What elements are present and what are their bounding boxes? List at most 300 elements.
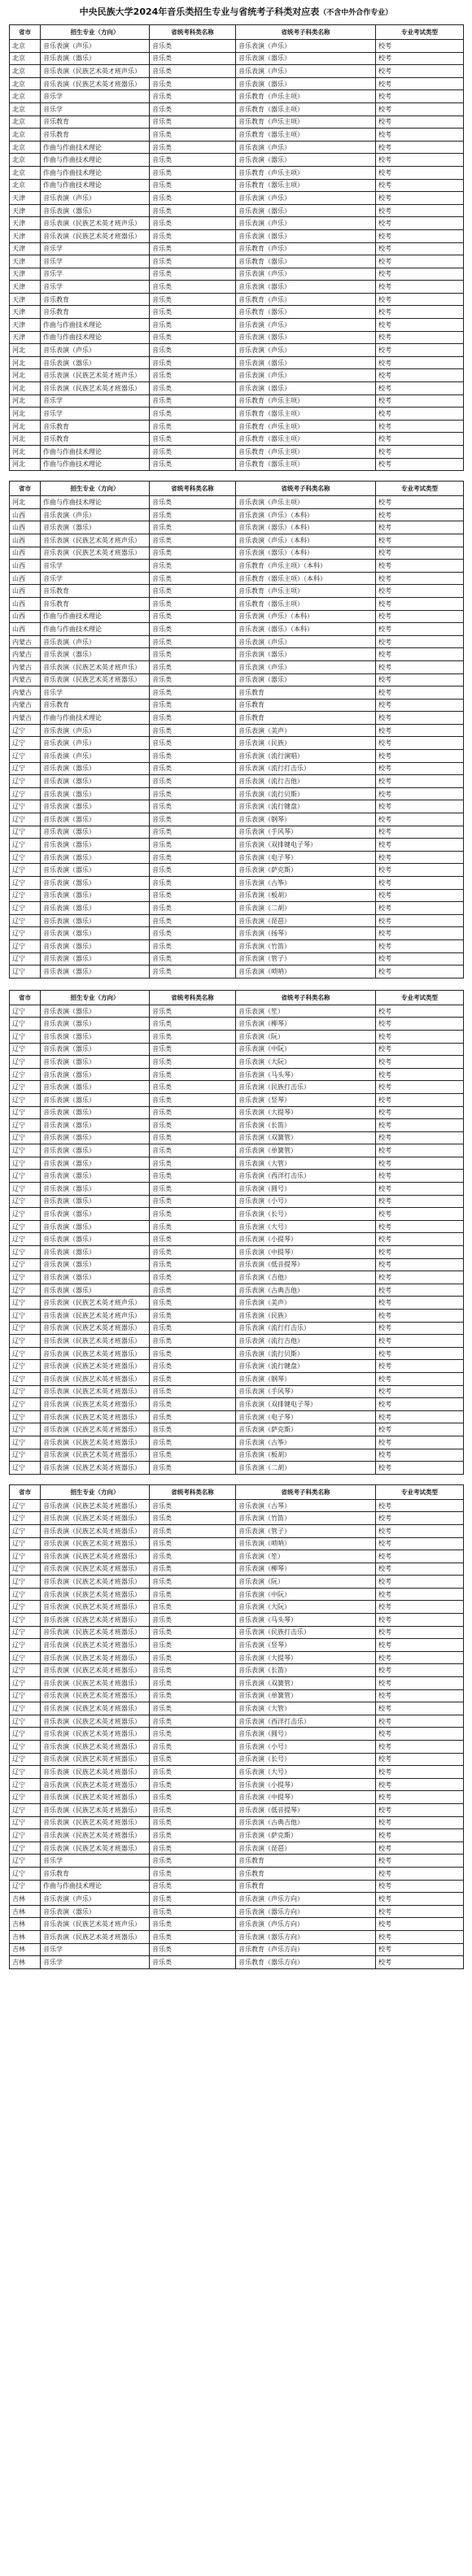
cell-exam-type: 校考 [376, 1664, 464, 1677]
cell-exam-type: 校考 [376, 1106, 464, 1119]
cell-exam-type: 校考 [376, 1335, 464, 1348]
cell-exam-type: 校考 [376, 1005, 464, 1018]
cell-exam-type: 校考 [376, 1702, 464, 1715]
cell-exam-type: 校考 [376, 496, 464, 509]
cell-major: 音乐表演（民族艺术英才班器乐） [41, 1360, 150, 1373]
table-row [10, 496, 464, 509]
cell-major: 音乐表演（声乐） [41, 635, 150, 648]
cell-subcategory: 音乐表演（声乐） [236, 40, 376, 53]
cell-major: 音乐表演（民族艺术英才班器乐） [41, 229, 150, 242]
cell-province: 吉林 [10, 1943, 41, 1956]
cell-major: 作曲与作曲技术理论 [41, 319, 150, 332]
cell-major: 音乐表演（民族艺术英才班器乐） [41, 1550, 150, 1563]
cell-subcategory: 音乐表演（器乐） [236, 154, 376, 167]
cell-province: 天津 [10, 192, 41, 205]
table-row [10, 1614, 464, 1627]
table-row [10, 1233, 464, 1246]
cell-category: 音乐类 [150, 1791, 236, 1804]
table-row [10, 433, 464, 446]
table-row [10, 229, 464, 242]
cell-category: 音乐类 [150, 965, 236, 979]
cell-subcategory: 音乐表演（竖琴） [236, 1639, 376, 1652]
cell-major: 音乐表演（器乐） [41, 927, 150, 940]
cell-exam-type: 校考 [376, 319, 464, 332]
table-row [10, 1753, 464, 1766]
cell-major: 音乐表演（器乐） [41, 1018, 150, 1031]
cell-major: 音乐表演（民族艺术英才班器乐） [41, 1677, 150, 1690]
cell-subcategory: 音乐表演（声乐方向） [236, 1918, 376, 1931]
table-row [10, 1588, 464, 1601]
cell-province: 辽宁 [10, 1284, 41, 1297]
cell-subcategory: 音乐教育（器乐主项）（本科） [236, 572, 376, 585]
cell-major: 作曲与作曲技术理论 [41, 712, 150, 725]
cell-subcategory: 音乐表演（竹笛） [236, 1512, 376, 1525]
cell-subcategory: 音乐表演（阮） [236, 1576, 376, 1589]
cell-province: 山西 [10, 534, 41, 547]
cell-subcategory: 音乐教育（器乐主项） [236, 408, 376, 421]
cell-province: 内蒙古 [10, 686, 41, 700]
cell-major: 音乐表演（民族艺术英才班器乐） [41, 1335, 150, 1348]
cell-province: 北京 [10, 129, 41, 142]
cell-major: 音乐表演（民族艺术英才班器乐） [41, 1816, 150, 1829]
cell-major: 音乐表演（声乐） [41, 724, 150, 737]
cell-subcategory: 音乐教育（器乐主项） [236, 597, 376, 610]
cell-province: 辽宁 [10, 800, 41, 813]
cell-category: 音乐类 [150, 1183, 236, 1196]
cell-province: 辽宁 [10, 939, 41, 952]
cell-category: 音乐类 [150, 356, 236, 369]
cell-province: 辽宁 [10, 1563, 41, 1576]
cell-major: 音乐表演（民族艺术英才班器乐） [41, 1651, 150, 1664]
cell-category: 音乐类 [150, 1271, 236, 1284]
cell-major: 音乐表演（民族艺术英才班器乐） [41, 1715, 150, 1728]
cell-subcategory: 音乐表演（小提琴） [236, 1233, 376, 1246]
cell-major: 音乐表演（器乐） [41, 1246, 150, 1259]
cell-category: 音乐类 [150, 1753, 236, 1766]
table-row [10, 635, 464, 648]
cell-category: 音乐类 [150, 1803, 236, 1816]
cell-province: 山西 [10, 585, 41, 598]
table-row [10, 1791, 464, 1804]
cell-subcategory: 音乐表演（民族打击乐） [236, 1626, 376, 1639]
cell-province: 吉林 [10, 1930, 41, 1943]
cell-exam-type: 校考 [376, 699, 464, 712]
cell-exam-type: 校考 [376, 1410, 464, 1423]
cell-category: 音乐类 [150, 1550, 236, 1563]
cell-major: 音乐表演（民族艺术英才班器乐） [41, 1462, 150, 1475]
cell-province: 辽宁 [10, 1106, 41, 1119]
table-row [10, 1246, 464, 1259]
cell-major: 音乐表演（民族艺术英才班器乐） [41, 1398, 150, 1411]
cell-category: 音乐类 [150, 1208, 236, 1221]
table-row [10, 1893, 464, 1906]
cell-category: 音乐类 [150, 660, 236, 673]
cell-major: 音乐表演（民族艺术英才班器乐） [41, 1639, 150, 1652]
cell-major: 音乐表演（民族艺术英才班器乐） [41, 1791, 150, 1804]
cell-major: 音乐表演（器乐） [41, 1195, 150, 1208]
cell-major: 音乐表演（器乐） [41, 813, 150, 826]
cell-category: 音乐类 [150, 1081, 236, 1094]
cell-category: 音乐类 [150, 1423, 236, 1436]
cell-exam-type: 校考 [376, 1563, 464, 1576]
cell-major: 音乐表演（器乐） [41, 889, 150, 902]
cell-province: 辽宁 [10, 1880, 41, 1893]
cell-province: 辽宁 [10, 1119, 41, 1132]
cell-category: 音乐类 [150, 1005, 236, 1018]
cell-category: 音乐类 [150, 1284, 236, 1297]
cell-major: 音乐表演（民族艺术英才班器乐） [41, 1664, 150, 1677]
table-row [10, 889, 464, 902]
cell-exam-type: 校考 [376, 965, 464, 979]
cell-major: 音乐表演（民族艺术英才班器乐） [41, 1410, 150, 1423]
cell-category: 音乐类 [150, 1588, 236, 1601]
cell-category: 音乐类 [150, 1766, 236, 1779]
table-page [9, 1484, 463, 1969]
cell-subcategory: 音乐教育（器乐） [236, 306, 376, 319]
table-row [10, 1081, 464, 1094]
cell-province: 河北 [10, 408, 41, 421]
cell-province: 辽宁 [10, 889, 41, 902]
cell-province: 辽宁 [10, 1702, 41, 1715]
cell-subcategory: 音乐表演（长笛） [236, 1119, 376, 1132]
cell-subcategory: 音乐表演（古琴） [236, 1499, 376, 1512]
table-row [10, 1056, 464, 1069]
cell-major: 音乐教育 [41, 433, 150, 446]
cell-category: 音乐类 [150, 585, 236, 598]
header-row [10, 482, 464, 496]
cell-major: 音乐表演（器乐） [41, 965, 150, 979]
table-row [10, 1436, 464, 1449]
cell-province: 辽宁 [10, 1689, 41, 1702]
cell-major: 音乐学 [41, 102, 150, 116]
cell-province: 辽宁 [10, 775, 41, 788]
cell-subcategory: 音乐表演（声乐） [236, 635, 376, 648]
cell-province: 辽宁 [10, 750, 41, 763]
cell-exam-type: 校考 [376, 889, 464, 902]
table-row [10, 572, 464, 585]
cell-exam-type: 校考 [376, 902, 464, 915]
cell-major: 音乐表演（民族艺术英才班声乐） [41, 660, 150, 673]
cell-subcategory: 音乐表演（中提琴） [236, 1246, 376, 1259]
cell-exam-type: 校考 [376, 1728, 464, 1741]
cell-subcategory: 音乐表演（器乐） [236, 331, 376, 344]
cell-subcategory: 音乐表演（流行贝斯） [236, 1347, 376, 1360]
cell-province: 辽宁 [10, 1816, 41, 1829]
cell-category: 音乐类 [150, 1043, 236, 1056]
cell-category: 音乐类 [150, 369, 236, 382]
cell-province: 辽宁 [10, 1246, 41, 1259]
header-row [10, 25, 464, 40]
cell-major: 音乐表演（声乐） [41, 737, 150, 750]
cell-subcategory: 音乐表演（声乐） [236, 192, 376, 205]
cell-exam-type: 校考 [376, 1816, 464, 1829]
cell-subcategory: 音乐表演（二胡） [236, 902, 376, 915]
cell-category: 音乐类 [150, 1119, 236, 1132]
table-row [10, 1106, 464, 1119]
cell-category: 音乐类 [150, 394, 236, 408]
cell-major: 音乐表演（器乐） [41, 952, 150, 965]
cell-category: 音乐类 [150, 229, 236, 242]
cell-exam-type: 校考 [376, 281, 464, 294]
cell-subcategory: 音乐表演（二胡） [236, 1462, 376, 1475]
cell-category: 音乐类 [150, 597, 236, 610]
cell-province: 山西 [10, 623, 41, 636]
table-row [10, 1550, 464, 1563]
cell-exam-type: 校考 [376, 572, 464, 585]
cell-exam-type: 校考 [376, 394, 464, 408]
cell-province: 河北 [10, 433, 41, 446]
table-row [10, 1930, 464, 1943]
cell-province: 辽宁 [10, 1258, 41, 1271]
cell-category: 音乐类 [150, 1918, 236, 1931]
cell-major: 音乐表演（民族艺术英才班器乐） [41, 1499, 150, 1512]
cell-province: 北京 [10, 166, 41, 179]
cell-category: 音乐类 [150, 102, 236, 116]
cell-province: 辽宁 [10, 914, 41, 927]
cell-major: 音乐表演（器乐） [41, 521, 150, 534]
table-row [10, 826, 464, 839]
table-row [10, 1157, 464, 1170]
table-row [10, 610, 464, 623]
cell-subcategory: 音乐表演（声乐） [236, 268, 376, 281]
cell-exam-type: 校考 [376, 1310, 464, 1323]
cell-major: 音乐表演（民族艺术英才班器乐） [41, 1385, 150, 1398]
cell-subcategory: 音乐教育（声乐主项） [236, 116, 376, 129]
cell-exam-type: 校考 [376, 1601, 464, 1614]
cell-subcategory: 音乐表演（声乐） [236, 344, 376, 357]
table-row [10, 737, 464, 750]
cell-subcategory: 音乐表演（器乐） [236, 356, 376, 369]
table-row [10, 1410, 464, 1423]
cell-province: 天津 [10, 331, 41, 344]
cell-province: 吉林 [10, 1893, 41, 1906]
cell-subcategory: 音乐表演（声乐） [236, 369, 376, 382]
cell-category: 音乐类 [150, 1626, 236, 1639]
cell-category: 音乐类 [150, 939, 236, 952]
table-row [10, 1119, 464, 1132]
cell-subcategory: 音乐表演（长号） [236, 1753, 376, 1766]
cell-subcategory: 音乐表演（声乐） [236, 217, 376, 230]
table-page [9, 990, 463, 1475]
cell-province: 辽宁 [10, 1131, 41, 1144]
cell-exam-type: 校考 [376, 52, 464, 65]
cell-exam-type: 校考 [376, 179, 464, 192]
cell-major: 音乐表演（民族艺术英才班声乐） [41, 65, 150, 78]
cell-category: 音乐类 [150, 1385, 236, 1398]
cell-category: 音乐类 [150, 1220, 236, 1233]
cell-category: 音乐类 [150, 1258, 236, 1271]
table-row [10, 40, 464, 53]
table-row [10, 1689, 464, 1702]
cell-subcategory: 音乐表演（器乐） [236, 281, 376, 294]
table-row [10, 1702, 464, 1715]
cell-subcategory: 音乐教育（声乐主项） [236, 166, 376, 179]
table-row [10, 281, 464, 294]
cell-major: 音乐表演（器乐） [41, 1030, 150, 1043]
cell-category: 音乐类 [150, 927, 236, 940]
correspondence-table [9, 481, 464, 979]
table-row [10, 927, 464, 940]
cell-subcategory: 音乐表演（器乐）（本科） [236, 521, 376, 534]
cell-province: 辽宁 [10, 826, 41, 839]
cell-category: 音乐类 [150, 1677, 236, 1690]
cell-subcategory: 音乐表演（器乐）（本科） [236, 547, 376, 560]
table-row [10, 1943, 464, 1956]
cell-subcategory: 音乐教育 [236, 1867, 376, 1880]
cell-exam-type: 校考 [376, 102, 464, 116]
cell-major: 音乐表演（民族艺术英才班器乐） [41, 1803, 150, 1816]
table-row [10, 192, 464, 205]
cell-category: 音乐类 [150, 826, 236, 839]
cell-category: 音乐类 [150, 1144, 236, 1157]
cell-major: 音乐表演（民族艺术英才班器乐） [41, 1436, 150, 1449]
cell-province: 辽宁 [10, 1297, 41, 1310]
cell-exam-type: 校考 [376, 1626, 464, 1639]
table-row [10, 750, 464, 763]
cell-province: 辽宁 [10, 1766, 41, 1779]
table-row [10, 1258, 464, 1271]
table-row [10, 344, 464, 357]
table-row [10, 179, 464, 192]
cell-exam-type: 校考 [376, 660, 464, 673]
cell-exam-type: 校考 [376, 1918, 464, 1931]
table-row [10, 52, 464, 65]
cell-major: 音乐教育 [41, 420, 150, 433]
cell-category: 音乐类 [150, 192, 236, 205]
table-row [10, 839, 464, 852]
cell-province: 北京 [10, 179, 41, 192]
header-province: 省市 [10, 990, 41, 1005]
table-row [10, 255, 464, 268]
cell-exam-type: 校考 [376, 1753, 464, 1766]
table-row [10, 1499, 464, 1512]
cell-province: 吉林 [10, 1918, 41, 1931]
cell-exam-type: 校考 [376, 1271, 464, 1284]
cell-subcategory: 音乐表演（唢呐） [236, 965, 376, 979]
table-row [10, 242, 464, 255]
cell-subcategory: 音乐教育（器乐方向） [236, 1956, 376, 1969]
table-row [10, 1195, 464, 1208]
cell-category: 音乐类 [150, 914, 236, 927]
cell-major: 音乐表演（器乐） [41, 648, 150, 661]
cell-major: 作曲与作曲技术理论 [41, 141, 150, 154]
cell-category: 音乐类 [150, 141, 236, 154]
cell-province: 辽宁 [10, 1829, 41, 1842]
table-row [10, 1131, 464, 1144]
cell-exam-type: 校考 [376, 229, 464, 242]
cell-province: 天津 [10, 242, 41, 255]
cell-exam-type: 校考 [376, 40, 464, 53]
cell-exam-type: 校考 [376, 446, 464, 459]
table-row [10, 1651, 464, 1664]
cell-subcategory: 音乐表演（吉他） [236, 1271, 376, 1284]
cell-category: 音乐类 [150, 382, 236, 395]
cell-province: 辽宁 [10, 1385, 41, 1398]
table-row [10, 217, 464, 230]
table-row [10, 319, 464, 332]
cell-subcategory: 音乐教育（声乐） [236, 242, 376, 255]
cell-province: 天津 [10, 319, 41, 332]
cell-subcategory: 音乐表演（竹笛） [236, 939, 376, 952]
cell-province: 辽宁 [10, 952, 41, 965]
cell-category: 音乐类 [150, 864, 236, 877]
cell-province: 北京 [10, 154, 41, 167]
cell-province: 辽宁 [10, 1043, 41, 1056]
cell-category: 音乐类 [150, 560, 236, 573]
header-subcategory: 省统考子科类名称 [236, 990, 376, 1005]
cell-exam-type: 校考 [376, 255, 464, 268]
cell-province: 北京 [10, 52, 41, 65]
cell-category: 音乐类 [150, 1778, 236, 1791]
header-category: 省统考科类名称 [150, 482, 236, 496]
cell-subcategory: 音乐表演（电子琴） [236, 1410, 376, 1423]
cell-exam-type: 校考 [376, 1398, 464, 1411]
cell-subcategory: 音乐表演（琵琶） [236, 914, 376, 927]
cell-exam-type: 校考 [376, 1347, 464, 1360]
cell-category: 音乐类 [150, 1537, 236, 1550]
cell-major: 音乐表演（民族艺术英才班器乐） [41, 1576, 150, 1589]
cell-major: 音乐表演（器乐） [41, 52, 150, 65]
cell-province: 辽宁 [10, 1005, 41, 1018]
table-row [10, 1068, 464, 1081]
cell-exam-type: 校考 [376, 1258, 464, 1271]
cell-province: 辽宁 [10, 1449, 41, 1462]
cell-subcategory: 音乐表演（琵琶） [236, 1842, 376, 1855]
cell-major: 音乐表演（民族艺术英才班器乐） [41, 1372, 150, 1385]
cell-province: 辽宁 [10, 1639, 41, 1652]
cell-subcategory: 音乐表演（电子琴） [236, 851, 376, 864]
table-row [10, 952, 464, 965]
cell-major: 音乐表演（民族艺术英才班器乐） [41, 1347, 150, 1360]
cell-exam-type: 校考 [376, 534, 464, 547]
cell-major: 音乐学 [41, 394, 150, 408]
cell-major: 音乐学 [41, 572, 150, 585]
cell-province: 辽宁 [10, 1183, 41, 1196]
cell-category: 音乐类 [150, 1689, 236, 1702]
cell-exam-type: 校考 [376, 1651, 464, 1664]
cell-subcategory: 音乐表演（长笛） [236, 1664, 376, 1677]
cell-province: 河北 [10, 382, 41, 395]
table-row [10, 673, 464, 686]
table-row [10, 1005, 464, 1018]
cell-province: 辽宁 [10, 1056, 41, 1069]
cell-subcategory: 音乐表演（唢呐） [236, 1537, 376, 1550]
cell-exam-type: 校考 [376, 1030, 464, 1043]
cell-category: 音乐类 [150, 1347, 236, 1360]
cell-province: 吉林 [10, 1905, 41, 1918]
cell-major: 音乐表演（民族艺术英才班器乐） [41, 1524, 150, 1537]
page-gap [0, 1475, 472, 1484]
cell-exam-type: 校考 [376, 369, 464, 382]
table-row [10, 1816, 464, 1829]
cell-major: 音乐表演（器乐） [41, 839, 150, 852]
cell-major: 音乐学 [41, 408, 150, 421]
cell-major: 音乐教育 [41, 1867, 150, 1880]
table-row [10, 1626, 464, 1639]
table-row [10, 1297, 464, 1310]
cell-subcategory: 音乐表演（大提琴） [236, 1106, 376, 1119]
cell-province: 辽宁 [10, 1195, 41, 1208]
header-category: 省统考科类名称 [150, 25, 236, 40]
cell-province: 北京 [10, 141, 41, 154]
correspondence-table [9, 990, 464, 1475]
cell-subcategory: 音乐表演（大管） [236, 1702, 376, 1715]
cell-exam-type: 校考 [376, 1043, 464, 1056]
table-row [10, 699, 464, 712]
cell-province: 辽宁 [10, 1867, 41, 1880]
cell-exam-type: 校考 [376, 1246, 464, 1259]
cell-province: 辽宁 [10, 1499, 41, 1512]
